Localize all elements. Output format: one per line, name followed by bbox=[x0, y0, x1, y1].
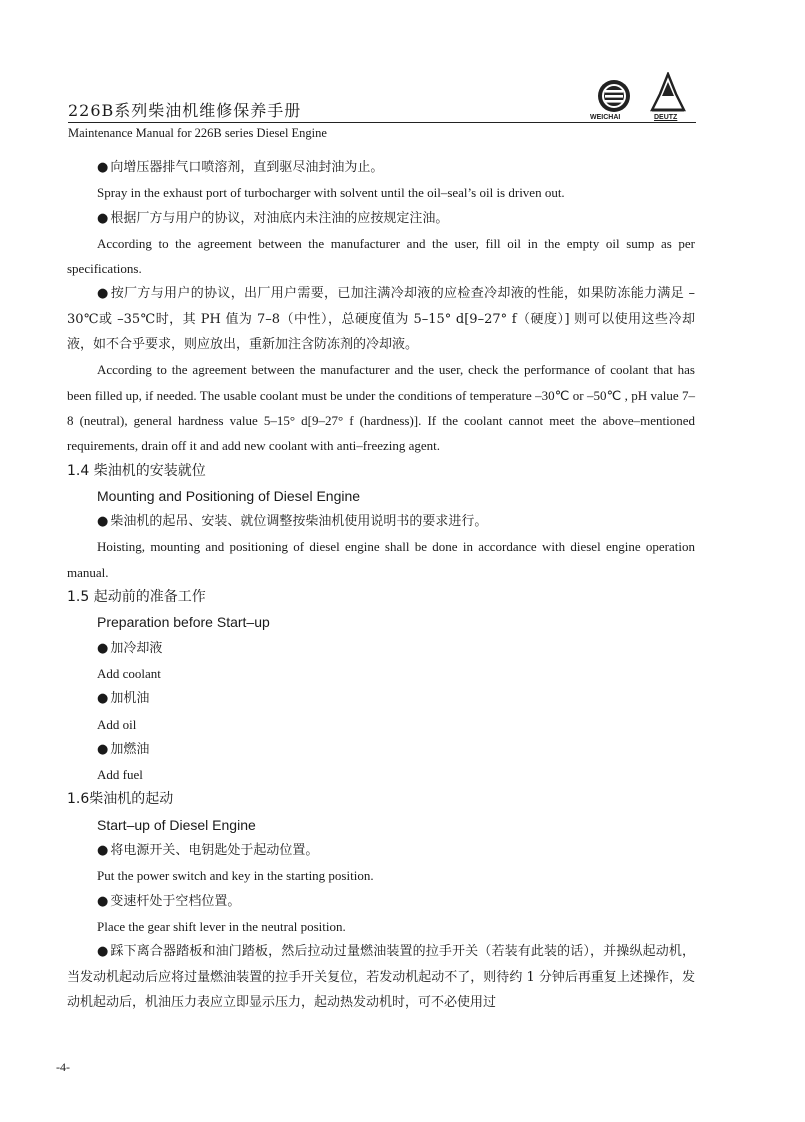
paragraph-zh: ● 将电源开关、电钥匙处于起动位置。 bbox=[67, 838, 695, 863]
paragraph-zh: ● 变速杆处于空档位置。 bbox=[67, 889, 695, 914]
paragraph-en: Add oil bbox=[97, 716, 137, 732]
paragraph-zh: ● 加燃油 bbox=[67, 737, 695, 762]
paragraph-en: Add fuel bbox=[97, 767, 143, 783]
header-rule bbox=[68, 122, 696, 123]
section-heading-en: Start–up of Diesel Engine bbox=[97, 816, 256, 833]
weichai-logo-icon bbox=[594, 78, 634, 118]
paragraph-zh: ● 按厂方与用户的协议，出厂用户需要，已加注满冷却液的应检查冷却液的性能，如果防冻能力满足 –30℃或 –35℃时，其 PH 值为 7–8（中性），总硬度值为 5–15° d[9–27° f（硬度）] 则可以使用这些冷却液，如不合乎要求，则应放出，重新加注含防冻剂的冷却液。 bbox=[67, 281, 695, 357]
section-heading-en: Preparation before Start–up bbox=[97, 614, 270, 631]
paragraph-en: Add coolant bbox=[97, 665, 161, 681]
paragraph-zh: ● 根据厂方与用户的协议，对油底内未注油的应按规定注油。 bbox=[67, 206, 695, 231]
section-heading: 1.6柴油机的起动 bbox=[67, 791, 174, 808]
section-heading: 1.4 柴油机的安装就位 bbox=[67, 462, 206, 479]
manual-title-en: Maintenance Manual for 226B series Diesel Engine bbox=[68, 126, 327, 140]
paragraph-en: Spray in the exhaust port of turbocharger with solvent until the oil–seal’s oil is driven out. bbox=[97, 185, 565, 201]
paragraph-zh: ● 加机油 bbox=[67, 686, 695, 711]
paragraph-en: Place the gear shift lever in the neutral position. bbox=[97, 918, 346, 934]
page-header bbox=[68, 72, 698, 142]
paragraph-en: Put the power switch and key in the starting position. bbox=[97, 868, 374, 884]
manual-title-zh: 226B系列柴油机维修保养手册 bbox=[68, 101, 302, 120]
paragraph-en: Hoisting, mounting and positioning of diesel engine shall be done in accordance with diesel engine operation manual. bbox=[67, 539, 695, 580]
paragraph-zh: ● 柴油机的起吊、安装、就位调整按柴油机使用说明书的要求进行。 bbox=[67, 509, 695, 534]
deutz-logo-icon bbox=[646, 72, 690, 114]
section-heading: 1.5 起动前的准备工作 bbox=[67, 589, 206, 606]
paragraph-en: According to the agreement between the manufacturer and the user, fill oil in the empty oil sump as per specifications. bbox=[67, 235, 695, 277]
page-number: -4- bbox=[56, 1060, 70, 1074]
paragraph-zh: ● 向增压器排气口喷溶剂，直到驱尽油封油为止。 bbox=[67, 155, 695, 180]
page-body bbox=[67, 155, 695, 1015]
section-heading-en: Mounting and Positioning of Diesel Engine bbox=[97, 487, 361, 504]
paragraph-zh: ● 加冷却液 bbox=[67, 636, 695, 661]
weichai-logo-label: WEICHAI bbox=[590, 114, 621, 121]
paragraph-en: According to the agreement between the manufacturer and the user, check the performance of coolant that has been filled up, if needed. The usable coolant must be under the conditions of temperature –30℃ or –50℃ , pH value 7–8 (neutral), general hardness value 5–15° d[9–27° f (hardness)]. If the coolant cannot meet the above–mentioned requirements, drain off it and add new coolant with anti–freezing agent. bbox=[67, 362, 695, 454]
deutz-logo-label: DEUTZ bbox=[654, 114, 678, 121]
logos bbox=[586, 72, 696, 122]
paragraph-zh: ● 踩下离合器踏板和油门踏板，然后拉动过量燃油装置的拉手开关（若装有此装的话），并操纵起动机，当发动机起动后应将过量燃油装置的拉手开关复位，若发动机起动不了，则待约 1 分钟后再重复上述操作，发动机起动后，机油压力表应立即显示压力，起动热发动机时，可不必使用过 bbox=[67, 939, 695, 1015]
